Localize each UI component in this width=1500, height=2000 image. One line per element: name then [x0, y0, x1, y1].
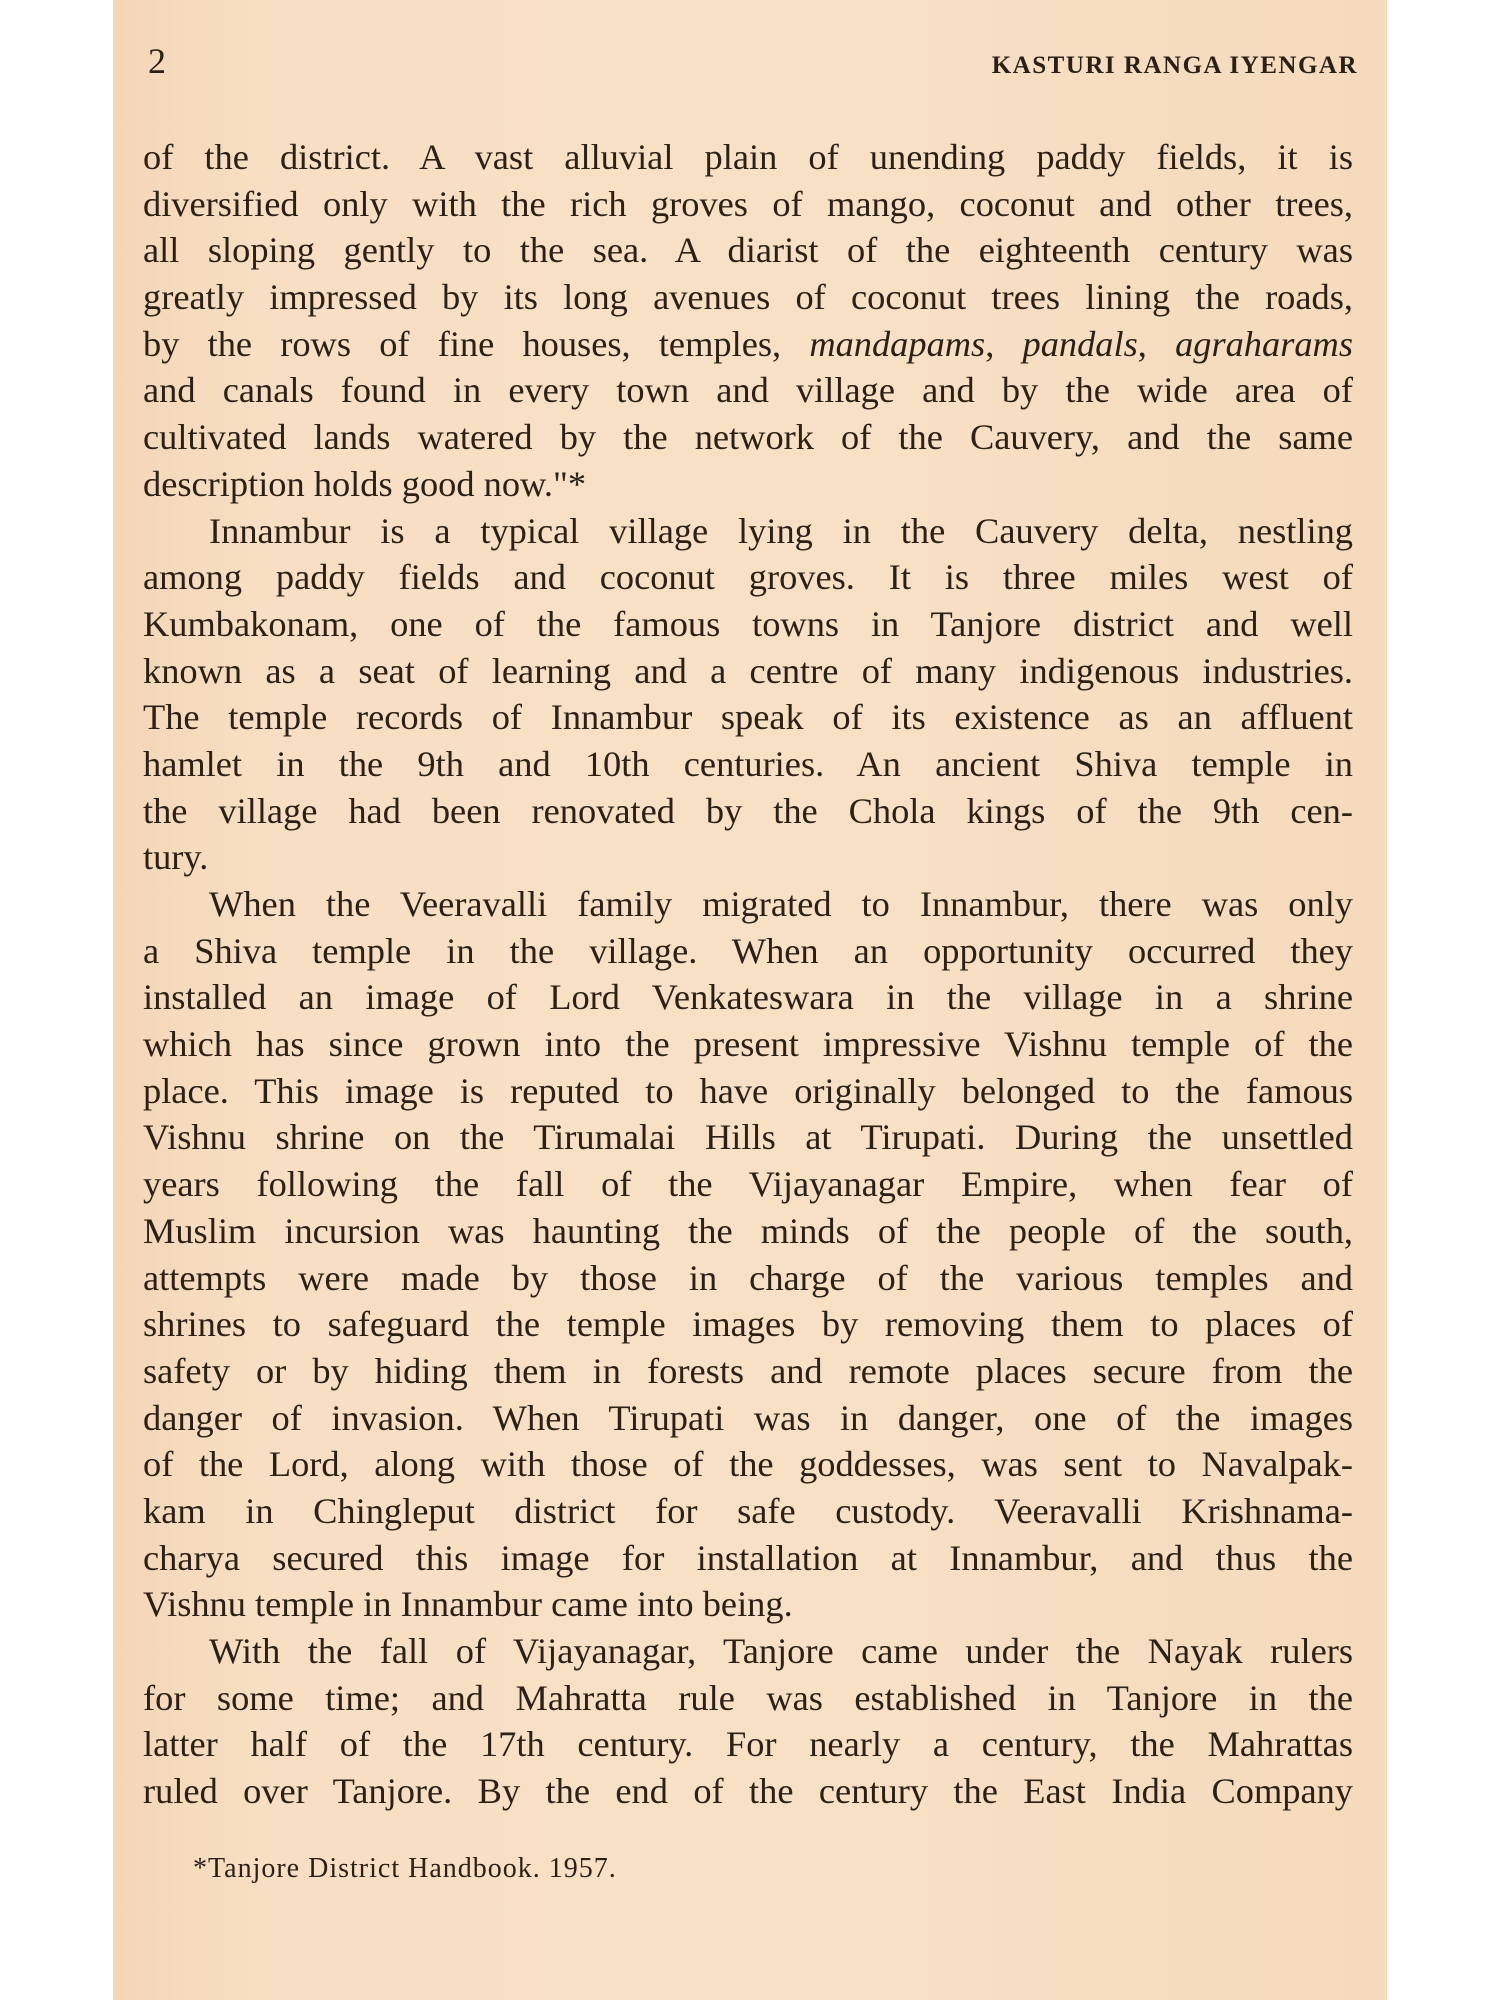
text-line: known as a seat of learning and a centre of many indigenous industries.: [143, 650, 1353, 691]
text-line: kam in Chingleput district for safe custody. Veeravalli Krishnama-: [143, 1490, 1353, 1531]
text-line: all sloping gently to the sea. A diarist of the eighteenth century was: [143, 230, 1353, 271]
paragraph-start: When the Veeravalli family migrated to Innambur, there was only: [209, 884, 1353, 924]
text-line: tury.: [143, 837, 209, 878]
italic-term: agraharams: [1175, 323, 1353, 364]
text-line: place. This image is reputed to have originally belonged to the famous: [143, 1070, 1353, 1111]
text-line: which has since grown into the present impressive Vishnu temple of the: [143, 1024, 1353, 1065]
running-head: KASTURI RANGA IYENGAR: [991, 52, 1358, 79]
footnote: *Tanjore District Handbook. 1957.: [193, 1853, 617, 1884]
text-line: shrines to safeguard the temple images by removing them to places of: [143, 1304, 1353, 1345]
paragraph-start: With the fall of Vijayanagar, Tanjore came under the Nayak rulers: [209, 1631, 1353, 1671]
text-line: charya secured this image for installation at Innambur, and thus the: [143, 1537, 1353, 1578]
text-line: diversified only with the rich groves of mango, coconut and other trees,: [143, 183, 1353, 224]
text-line: and canals found in every town and village and by the wide area of: [143, 370, 1353, 411]
text-line: a Shiva temple in the village. When an opportunity occurred they: [143, 930, 1353, 971]
text-line: of the district. A vast alluvial plain of unending paddy fields, it is: [143, 137, 1353, 177]
page-header: [148, 40, 1358, 90]
text-line: latter half of the 17th century. For nearly a century, the Mahrattas: [143, 1724, 1353, 1765]
text-line: Muslim incursion was haunting the minds of the people of the south,: [143, 1210, 1353, 1251]
italic-term: pandals: [1022, 323, 1138, 364]
text-line: The temple records of Innambur speak of its existence as an affluent: [143, 697, 1353, 738]
italic-term: mandapams: [809, 323, 986, 364]
book-page: [113, 0, 1387, 2000]
paragraph-start: Innambur is a typical village lying in the Cauvery delta, nestling: [209, 510, 1353, 551]
text-line: cultivated lands watered by the network of the Cauvery, and the same: [143, 417, 1353, 458]
text-line: installed an image of Lord Venkateswara in the village in a shrine: [143, 977, 1353, 1018]
text-line: Kumbakonam, one of the famous towns in Tanjore district and well: [143, 603, 1353, 644]
text-line: Vishnu temple in Innambur came into being.: [143, 1584, 793, 1625]
text-line: among paddy fields and coconut groves. It is three miles west of: [143, 557, 1353, 598]
text-line: greatly impressed by its long avenues of coconut trees lining the roads,: [143, 277, 1353, 318]
text-line: Vishnu shrine on the Tirumalai Hills at Tirupati. During the unsettled: [143, 1117, 1353, 1158]
text-line: years following the fall of the Vijayanagar Empire, when fear of: [143, 1164, 1353, 1205]
text-line: safety or by hiding them in forests and remote places secure from the: [143, 1350, 1353, 1391]
text-line: ruled over Tanjore. By the end of the century the East India Company: [143, 1771, 1353, 1812]
text-line: danger of invasion. When Tirupati was in danger, one of the images: [143, 1397, 1353, 1438]
text-line: description holds good now."*: [143, 463, 587, 504]
text-line: hamlet in the 9th and 10th centuries. An ancient Shiva temple in: [143, 743, 1353, 784]
text-line: for some time; and Mahratta rule was established in Tanjore in the: [143, 1677, 1353, 1718]
body-text: [143, 134, 1353, 1815]
page-number: 2: [148, 41, 166, 81]
text-line-italic-terms: by the rows of fine houses, temples, mandapams, pandals, agraharams: [143, 323, 1353, 364]
text-line: the village had been renovated by the Chola kings of the 9th cen-: [143, 790, 1353, 831]
text-line: of the Lord, along with those of the goddesses, was sent to Navalpak-: [143, 1444, 1353, 1485]
text-line: attempts were made by those in charge of the various temples and: [143, 1257, 1353, 1298]
